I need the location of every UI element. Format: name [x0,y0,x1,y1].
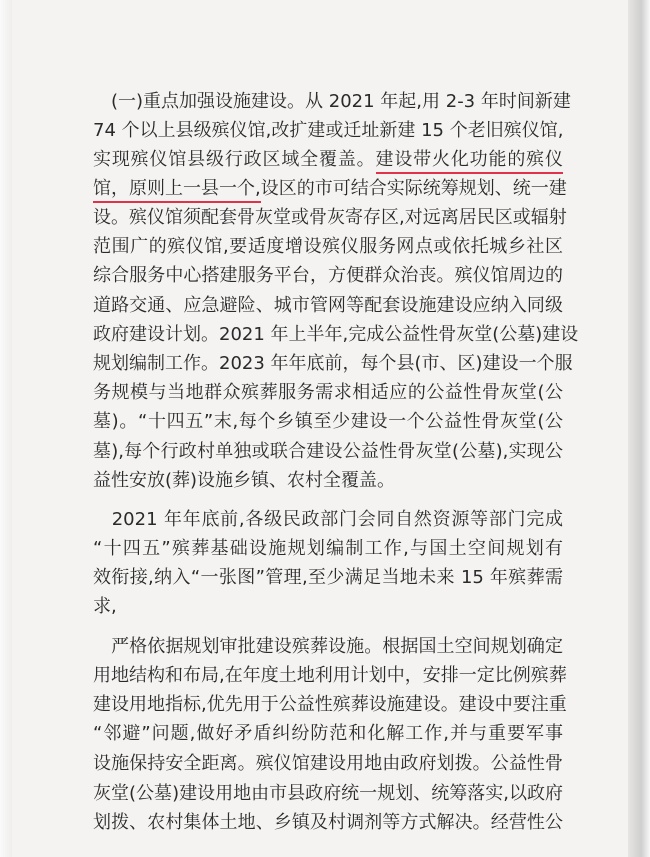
text-line: 规划编制工作。2023 年年底前，每个县(市、区)建设一个服 [93,353,573,374]
text-line: (一)重点加强设施建设。从 2021 年起,用 2-3 年时间新建 [93,91,571,112]
text-line: 严格依据规划审批建设殡葬设施。根据国土空间规划确定 [93,636,563,657]
text-line: 74 个以上县级殡仪馆,改扩建或迁址新建 15 个老旧殡仪馆, [93,120,564,141]
text-line: 建设用地指标,优先用于公益性殡葬设施建设。建设中要注重 [93,694,567,715]
text-line: 墓)。“十四五”末,每个乡镇至少建设一个公益性骨灰堂(公 [93,411,563,432]
text-line: 综合服务中心搭建服务平台，方便群众治丧。殡仪馆周边的 [93,265,563,286]
text-line: “邻避”问题,做好矛盾纠纷防范和化解工作,并与重要军事 [93,723,563,744]
text-line: 务规模与当地群众殡葬服务需求相适应的公益性骨灰堂(公 [93,382,563,403]
text-line: “十四五”殡葬基础设施规划编制工作,与国土空间规划有 [93,538,563,559]
text-line: 范围广的殡仪馆,要适度增设殡仪服务网点或依托城乡社区 [93,236,563,257]
text-segment: 实现殡仪馆县级行政区域全覆盖。 [93,149,376,170]
text-line: 用地结构和布局,在年度土地利用计划中，安排一定比例殡葬 [93,665,567,686]
text-line: 墓),每个行政村单独或联合建设公益性骨灰堂(公墓),实现公 [93,441,563,462]
text-segment: 设区的市可结合实际统筹规划、统一建 [260,178,567,199]
text-line: 2021 年年底前,各级民政部门会同自然资源等部门完成 [93,509,563,530]
text-line: 益性安放(葬)设施乡镇、农村全覆盖。 [93,470,396,491]
text-line: 划拨、农村集体土地、乡镇及村调剂等方式解决。经营性公 [93,812,563,833]
text-line: 灰堂(公墓)建设用地由市县政府统一规划、统筹落实,以政府 [93,783,563,804]
text-line: 政府建设计划。2021 年上半年,完成公益性骨灰堂(公墓)建设 [93,324,579,345]
text-line: 设施保持安全距离。殡仪馆建设用地由政府划拨。公益性骨 [93,753,563,774]
text-line [93,177,567,201]
highlighted-text: 馆，原则上一县一个, [93,178,261,203]
highlighted-text: 建设带火化功能的殡仪 [376,149,564,174]
text-line: 设。殡仪馆须配套骨灰堂或骨灰寄存区,对远离居民区或辐射 [93,207,567,228]
text-line: 效衔接,纳入“一张图”管理,至少满足当地未来 15 年殡葬需 [93,567,563,588]
text-line: 求, [93,596,117,617]
text-line [93,148,563,172]
text-line: 道路交通、应急避险、城市管网等配套设施建设应纳入同级 [93,295,563,316]
